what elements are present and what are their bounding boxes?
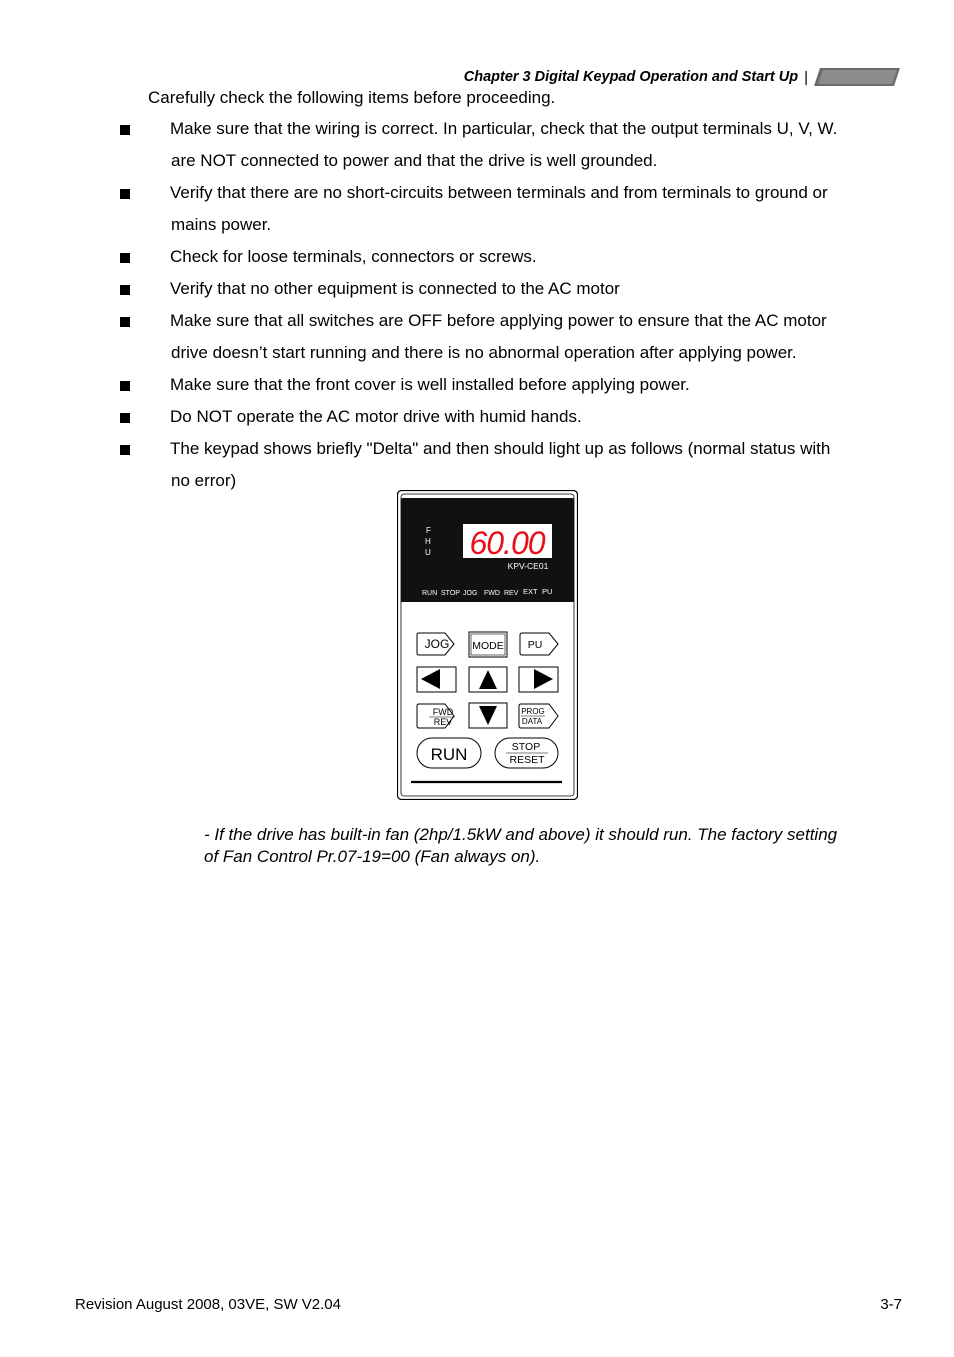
bullet-square-icon <box>120 381 130 391</box>
data-label: DATA <box>521 717 543 726</box>
list-item <box>118 177 908 241</box>
bullet-line2: are NOT connected to power and that the drive is well grounded. <box>171 151 658 170</box>
list-item <box>118 305 908 369</box>
led-rev: REV <box>504 590 519 597</box>
header-separator: | <box>804 68 808 86</box>
fwd-rev-button[interactable] <box>417 704 455 728</box>
list-item <box>118 401 908 433</box>
vfd-ve-logo <box>814 68 900 86</box>
led-stop: STOP <box>441 590 460 597</box>
indicator-f: F <box>426 526 431 535</box>
bullet-line1: Verify that there are no short-circuits between terminals and from terminals to ground or <box>170 183 828 202</box>
down-arrow-button[interactable] <box>469 703 507 728</box>
led-run: RUN <box>422 590 438 597</box>
bullet-line1: Make sure that all switches are OFF before applying power to ensure that the AC motor <box>170 311 827 330</box>
bullet-line1: Make sure that the wiring is correct. In particular, check that the output terminals U, V, W. <box>170 119 838 138</box>
mode-button[interactable] <box>469 632 507 657</box>
list-item <box>118 369 908 401</box>
bullet-line2: mains power. <box>171 215 272 234</box>
note-line2: of Fan Control Pr.07-19=00 (Fan always on). <box>204 847 541 866</box>
bullet-square-icon <box>120 125 130 135</box>
bullet-line1: Make sure that the front cover is well installed before applying power. <box>170 375 690 394</box>
right-arrow-button[interactable] <box>519 667 558 692</box>
note-line1: - If the drive has built-in fan (2hp/1.5kW and above) it should run. The factory setting <box>204 825 838 844</box>
keypad-illustration <box>397 490 578 800</box>
list-item <box>118 433 908 497</box>
bullet-line1: The keypad shows briefly "Delta" and then should light up as follows (normal status with <box>170 439 831 458</box>
reset-label: RESET <box>509 754 545 766</box>
display-value: 60.00 <box>469 525 545 561</box>
list-item <box>118 113 908 177</box>
list-item <box>118 273 908 305</box>
led-ext: EXT <box>523 587 538 596</box>
bullet-line1: Verify that no other equipment is connected to the AC motor <box>170 279 620 298</box>
run-label: RUN <box>430 745 468 764</box>
jog-label: JOG <box>424 637 450 651</box>
bullet-square-icon <box>120 317 130 327</box>
up-arrow-button[interactable] <box>469 667 507 692</box>
led-fwd: FWD <box>484 590 500 597</box>
page-header <box>464 66 900 88</box>
fwd-label: FWD <box>432 707 454 717</box>
bullet-line1: Check for loose terminals, connectors or screws. <box>170 247 537 266</box>
bullet-line2: no error) <box>171 471 237 490</box>
left-arrow-button[interactable] <box>417 667 456 692</box>
led-pu: PU <box>542 587 553 596</box>
indicator-h: H <box>425 537 431 546</box>
bullet-line2: drive doesn’t start running and there is no abnormal operation after applying power. <box>171 343 797 362</box>
bullet-square-icon <box>120 285 130 295</box>
bullet-line1: Do NOT operate the AC motor drive with humid hands. <box>170 407 582 426</box>
intro-text: Carefully check the following items before proceeding. <box>148 88 556 107</box>
mode-label: MODE <box>472 640 504 652</box>
checklist <box>118 113 908 497</box>
bullet-square-icon <box>120 413 130 423</box>
pu-button[interactable] <box>520 633 558 655</box>
stop-label: STOP <box>511 741 541 753</box>
bullet-square-icon <box>120 445 130 455</box>
led-jog: JOG <box>463 590 478 597</box>
pu-label: PU <box>527 639 543 651</box>
prog-data-button[interactable] <box>519 704 558 728</box>
stop-reset-button[interactable] <box>495 738 558 768</box>
run-button[interactable] <box>417 738 481 768</box>
model-label: KPV-CE01 <box>507 561 549 571</box>
prog-label: PROG <box>521 707 545 716</box>
bullet-square-icon <box>120 253 130 263</box>
rev-label: REV <box>433 717 453 727</box>
bullet-square-icon <box>120 189 130 199</box>
indicator-u: U <box>425 548 431 557</box>
fan-note <box>204 824 904 868</box>
footer-page-number: 3-7 <box>880 1296 902 1313</box>
footer-revision: Revision August 2008, 03VE, SW V2.04 <box>75 1296 341 1313</box>
list-item <box>118 241 908 273</box>
chapter-title: Chapter 3 Digital Keypad Operation and Start Up <box>463 69 799 85</box>
